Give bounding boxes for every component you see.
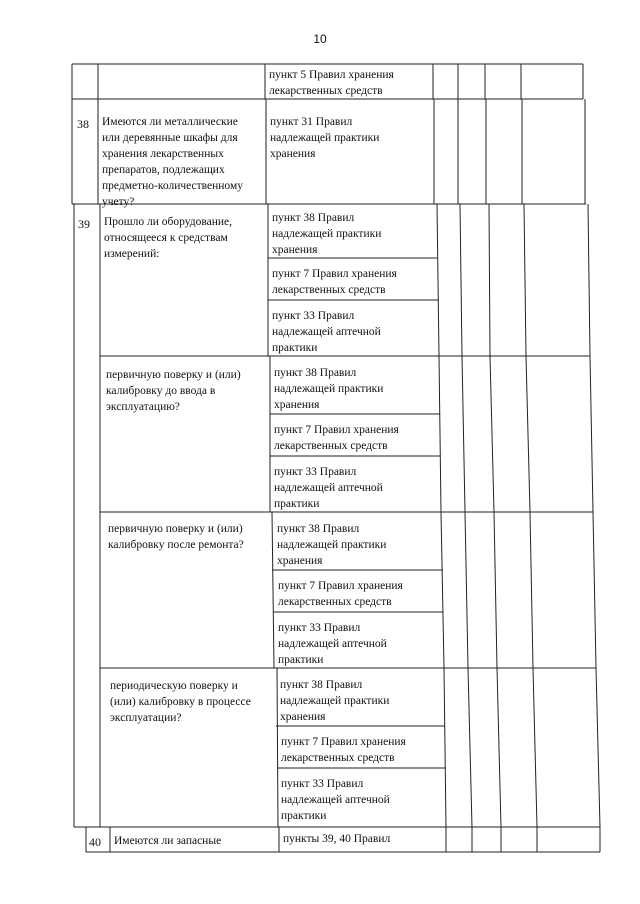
row-number: 39: [78, 217, 90, 231]
question-cell: Имеются ли металлические или деревянные шкафы для хранения лекарственных препаратов, подлежащих предметно-количественному учету?: [102, 116, 243, 208]
reference-cell: пункт 7 Правил хранения лекарственных средств: [272, 268, 397, 296]
reference-cell: пункт 5 Правил хранения лекарственных средств: [269, 69, 394, 97]
question-cell: первичную поверку и (или) калибровку до ввода в эксплуатацию?: [106, 369, 241, 413]
question-cell: Прошло ли оборудование, относящееся к средствам измерений:: [104, 216, 233, 260]
reference-cell: пункт 33 Правил надлежащей аптечной практики: [281, 778, 390, 822]
row-number: 38: [77, 117, 89, 131]
row39-borders: [74, 204, 100, 827]
reference-cell: пункт 38 Правил надлежащей практики хранения: [277, 523, 387, 567]
row-number: 40: [89, 835, 101, 849]
reference-cell: пункт 7 Правил хранения лекарственных средств: [281, 736, 406, 764]
question-cell: первичную поверку и (или) калибровку после ремонта?: [108, 523, 244, 551]
reference-cell: пункт 38 Правил надлежащей практики хранения: [274, 367, 384, 411]
reference-cell: пункт 31 Правил надлежащей практики хранения: [270, 116, 380, 160]
reference-cell: пункт 7 Правил хранения лекарственных средств: [274, 424, 399, 452]
reference-cell: пункт 33 Правил надлежащей аптечной практики: [274, 466, 383, 510]
reference-cell: пункт 38 Правил надлежащей практики хранения: [272, 212, 382, 256]
reference-cell: пункты 39, 40 Правил: [283, 833, 391, 845]
reference-cell: пункт 38 Правил надлежащей практики хранения: [280, 679, 390, 723]
reference-cell: пункт 7 Правил хранения лекарственных средств: [278, 580, 403, 608]
reference-cell: пункт 33 Правил надлежащей аптечной практики: [272, 310, 381, 354]
question-cell: периодическую поверку и (или) калибровку в процессе эксплуатации?: [110, 680, 251, 724]
reference-cell: пункт 33 Правил надлежащей аптечной практики: [278, 622, 387, 666]
question-cell: Имеются ли запасные: [114, 835, 222, 847]
check-cols: [437, 204, 600, 827]
page-number: 10: [313, 32, 327, 46]
